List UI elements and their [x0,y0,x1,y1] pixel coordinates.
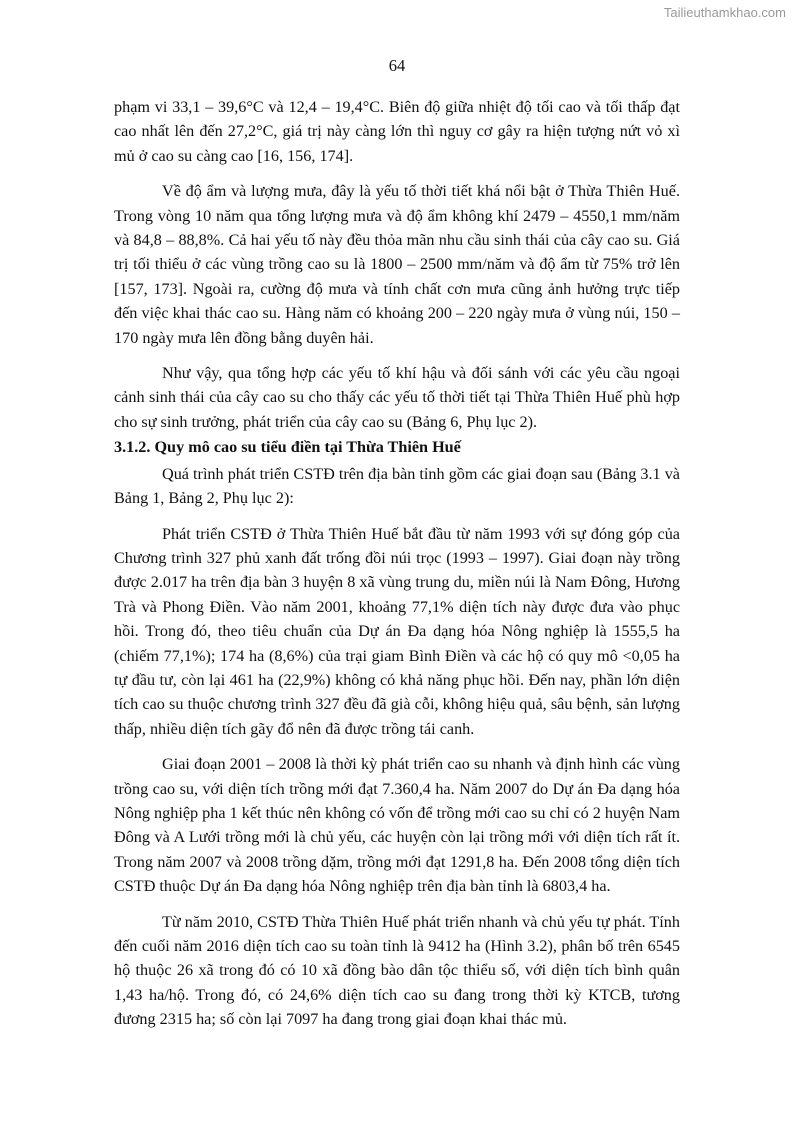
paragraph: Giai đoạn 2001 – 2008 là thời kỳ phát triển cao su nhanh và định hình các vùng trồng cao su, với diện tích trồng mới đạt 7.360,4 ha. Năm 2007 do Dự án Đa dạng hóa Nông nghiệp pha 1 kết thúc nên không có vốn để trồng mới cao su chỉ có 2 huyện Nam Đông và A Lưới trồng mới là chủ yếu, các huyện còn lại trồng mới với diện tích rất ít. Trong năm 2007 và 2008 trồng dặm, trồng mới đạt 1291,8 ha. Đến 2008 tổng diện tích CSTĐ thuộc Dự án Đa dạng hóa Nông nghiệp trên địa bàn tỉnh là 6803,4 ha. [114,755,680,896]
paragraph: Về độ ẩm và lượng mưa, đây là yếu tố thời tiết khá nổi bật ở Thừa Thiên Huế. Trong vòng 10 năm qua tổng lượng mưa và độ ẩm không khí 2479 – 4550,1 mm/năm và 84,8 – 88,8%. Cả hai yếu tố này đều thỏa mãn nhu cầu sinh thái của cây cao su. Giá trị tối thiểu ở các vùng trồng cao su là 1800 – 2500 mm/năm và độ ẩm từ 75% trở lên [157, 173]. Ngoài ra, cường độ mưa và tính chất cơn mưa cũng ảnh hưởng trực tiếp đến việc khai thác cao su. Hàng năm có khoảng 200 – 220 ngày mưa ở vùng núi, 150 – 170 ngày mưa lên đồng bằng duyên hải. [114,182,680,347]
paragraph: Như vậy, qua tổng hợp các yếu tố khí hậu và đối sánh với các yêu cầu ngoại cảnh sinh thái của cây cao su cho thấy các yếu tố thời tiết tại Thừa Thiên Huế phù hợp cho sự sinh trưởng, phát triển của cây cao su (Bảng 6, Phụ lục 2). [114,364,680,431]
page-number: 64 [388,56,406,75]
paragraph: Từ năm 2010, CSTĐ Thừa Thiên Huế phát triển nhanh và chủ yếu tự phát. Tính đến cuối năm 2016 diện tích cao su toàn tỉnh là 9412 ha (Hình 3.2), phân bố trên 6545 hộ thuộc 26 xã trong đó có 10 xã đồng bào dân tộc thiểu số, với diện tích bình quân 1,43 ha/hộ. Trong đó, có 24,6% diện tích cao su đang trong thời kỳ KTCB, tương đương 2315 ha; số còn lại 7097 ha đang trong giai đoạn khai thác mủ. [114,912,680,1029]
watermark: Tailieuthamkhao.com [663,5,786,20]
paragraph: Quá trình phát triển CSTĐ trên địa bàn tỉnh gồm các giai đoạn sau (Bảng 3.1 và Bảng 1, Bảng 2, Phụ lục 2): [114,464,680,508]
document-body [114,95,680,1043]
section-heading: 3.1.2. Quy mô cao su tiểu điền tại Thừa Thiên Huế [114,438,461,457]
paragraph: Phát triển CSTĐ ở Thừa Thiên Huế bắt đầu từ năm 1993 với sự đóng góp của Chương trình 327 phủ xanh đất trống đồi núi trọc (1993 – 1997). Giai đoạn này trồng được 2.017 ha trên địa bàn 3 huyện 8 xã vùng trung du, miền núi là Nam Đông, Hương Trà và Phong Điền. Vào năm 2001, khoảng 77,1% diện tích này được đưa vào phục hồi. Trong đó, theo tiêu chuẩn của Dự án Đa dạng hóa Nông nghiệp là 1555,5 ha (chiếm 77,1%); 174 ha (8,6%) của trại giam Bình Điền và các hộ có quy mô <0,05 ha tự đầu tư, còn lại 461 ha (22,9%) không có khả năng phục hồi. Đến nay, phần lớn diện tích cao su thuộc chương trình 327 đều đã già cỗi, không hiệu quả, sâu bệnh, sản lượng thấp, nhiều diện tích gãy đổ nên đã được trồng tái canh. [114,524,680,738]
paragraph: phạm vi 33,1 – 39,6°C và 12,4 – 19,4°C. Biên độ giữa nhiệt độ tối cao và tối thấp đạt cao nhất lên đến 27,2°C, giá trị này càng lớn thì nguy cơ gây ra hiện tượng nứt vỏ xì mủ ở cao su càng cao [16, 156, 174]. [114,98,680,165]
